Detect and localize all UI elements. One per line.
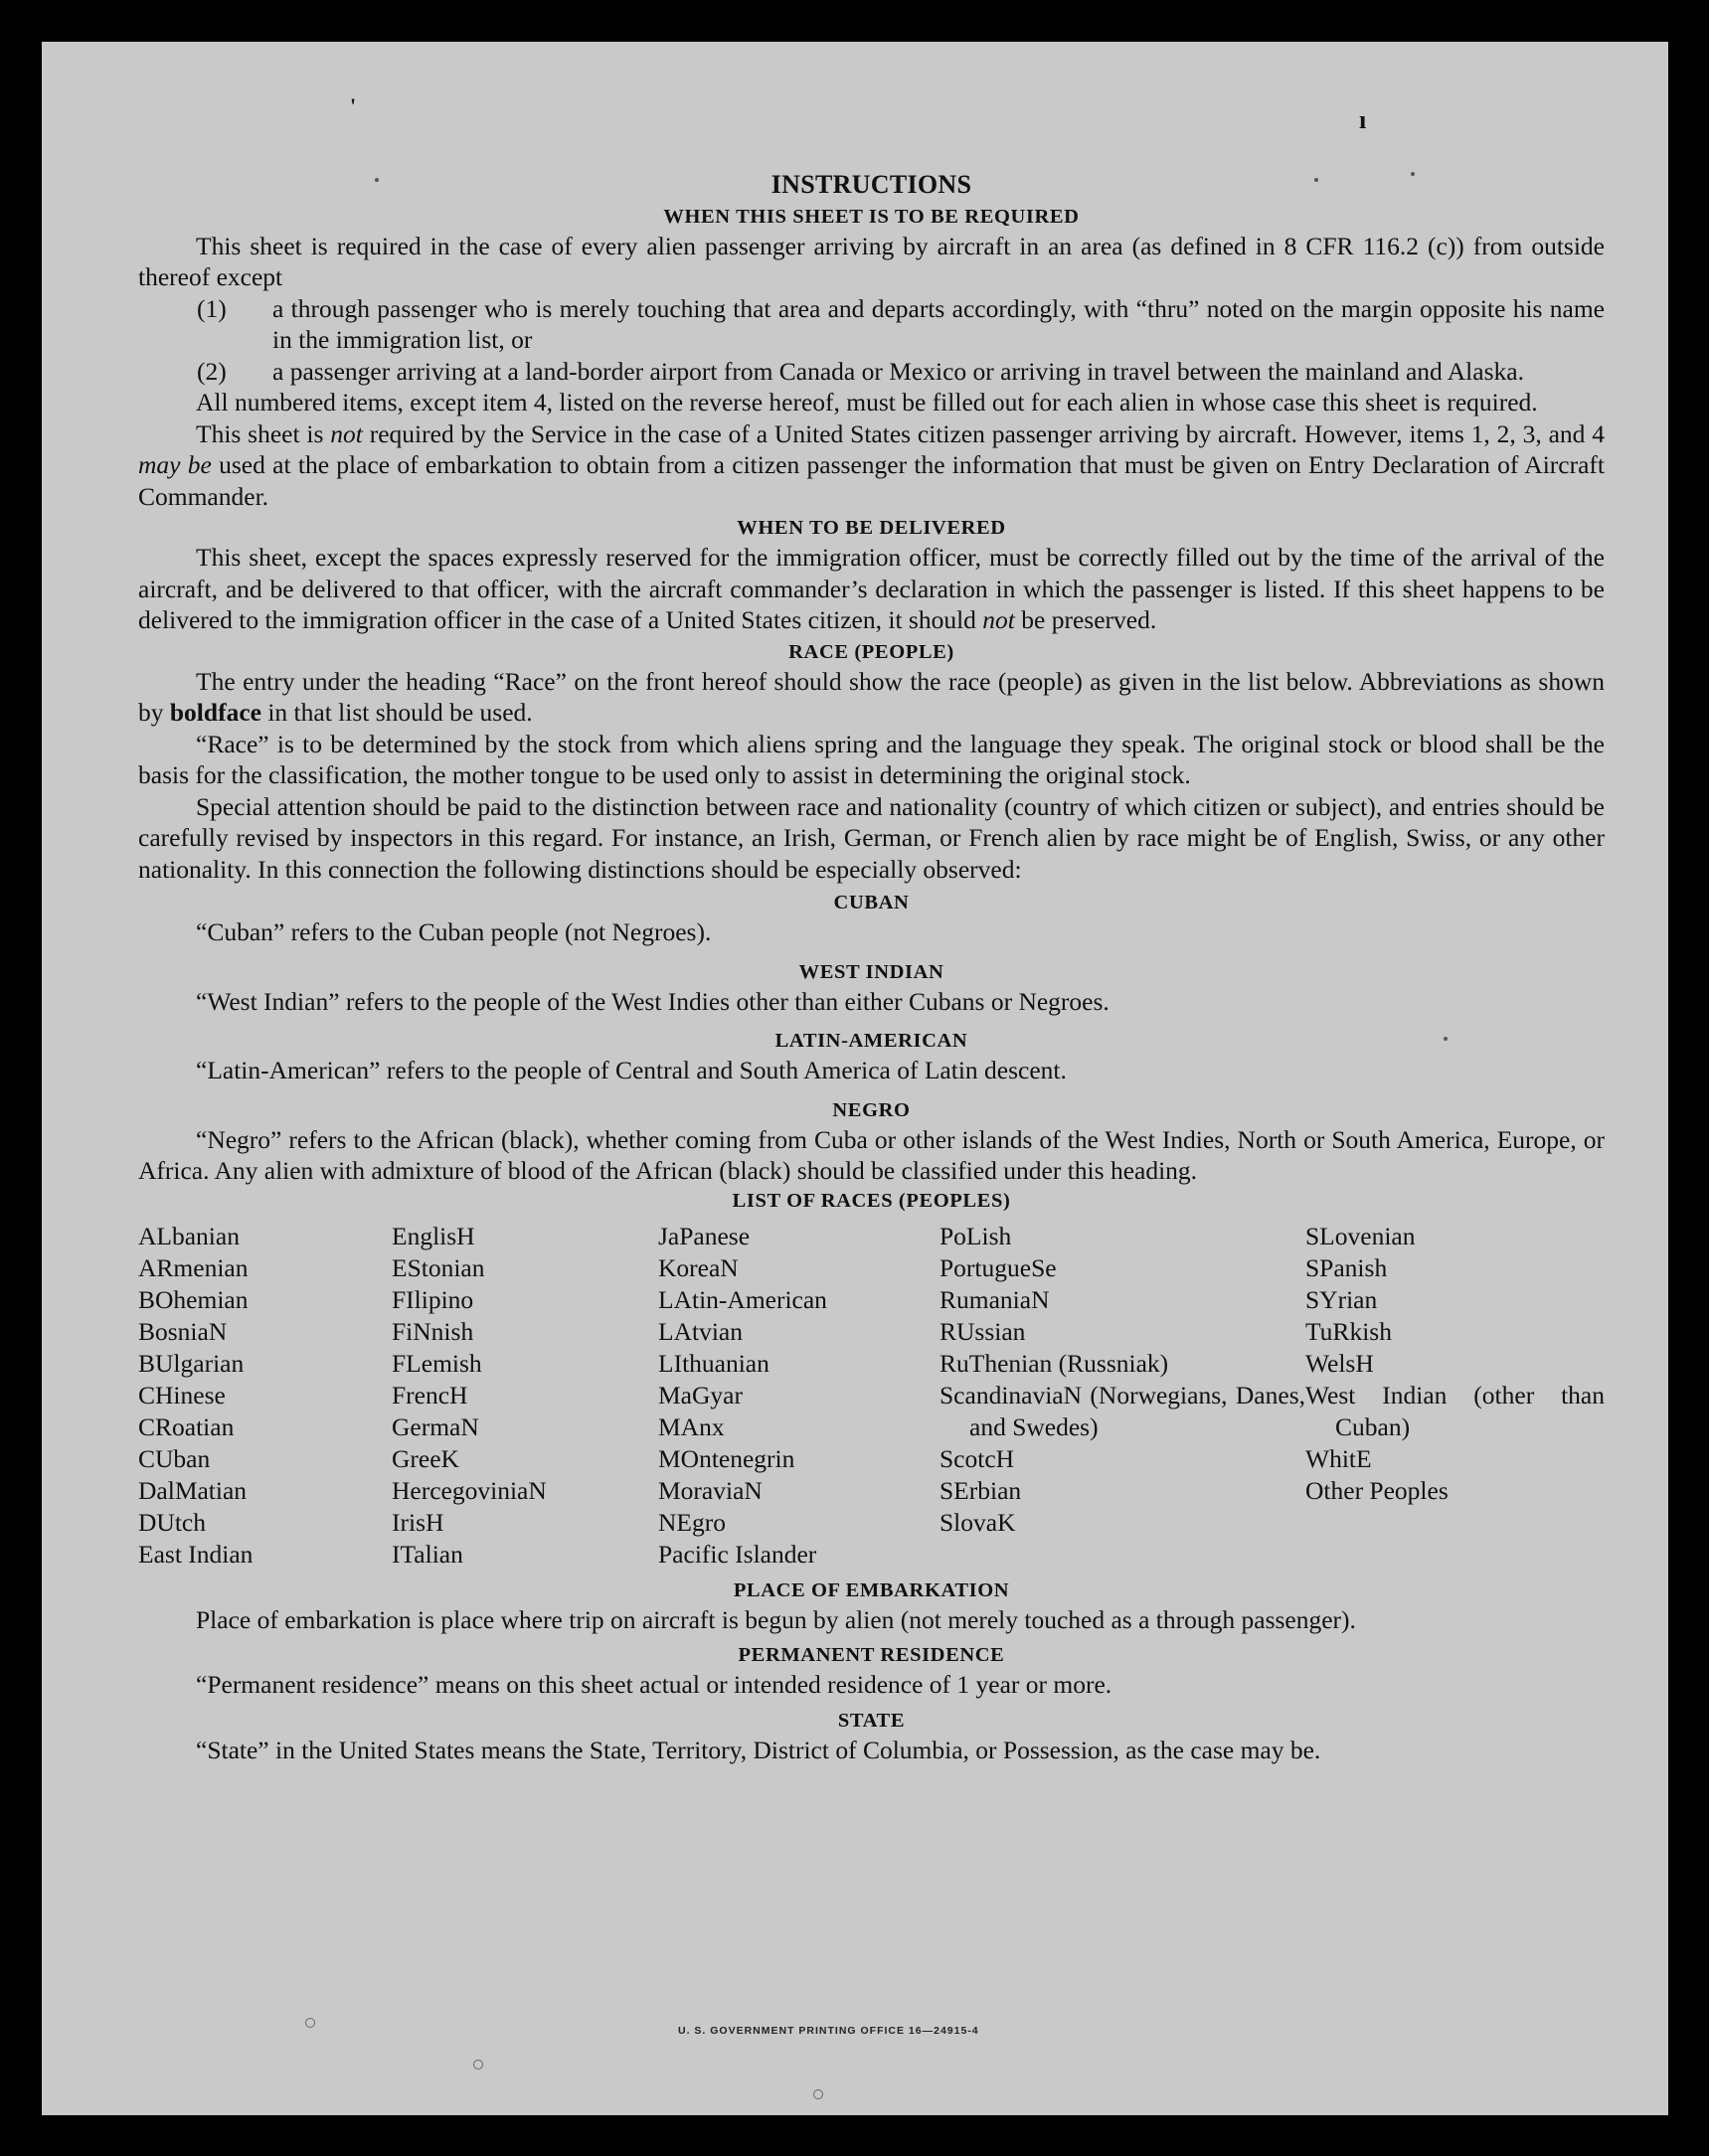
item-number: (2) [197,356,227,386]
race-entry: ITalian [392,1539,463,1569]
race-entry: MoraviaN [658,1475,763,1505]
race-entry: Other Peoples [1305,1475,1449,1505]
race-column [658,1221,940,1571]
section-heading: RACE (PEOPLE) [788,640,954,663]
race-entry: RuThenian (Russniak) [940,1348,1169,1378]
bold-text: boldface [169,698,261,727]
section-heading: PLACE OF EMBARKATION [733,1578,1010,1601]
emphasis: not [330,418,363,448]
race-entry: KoreaN [658,1252,739,1282]
race-entry: RumaniaN [940,1284,1050,1314]
printer-imprint: U. S. GOVERNMENT PRINTING OFFICE 16—24915-4 [678,2025,979,2037]
race-entry: JaPanese [658,1221,751,1250]
text-run: be preserved. [1014,605,1157,634]
race-column [940,1221,1305,1571]
race-entry: PortugueSe [940,1252,1057,1282]
scan-mark: ı [1359,105,1367,134]
race-entry: EStonian [392,1252,485,1282]
race-entry: DalMatian [138,1475,248,1505]
race-entry: EnglisH [392,1221,475,1250]
race-list [138,1221,1605,1571]
race-entry: SlovaK [940,1507,1016,1537]
list-item [138,293,1605,356]
race-entry: RUssian [940,1316,1026,1346]
race-entry: LAtin-American [658,1284,827,1314]
paragraph: Place of embarkation is place where trip on aircraft is begun by alien (not merely touched as a through passenger). [196,1604,1356,1634]
race-entry: PoLish [940,1221,1012,1250]
list-item [138,356,1605,388]
race-entry: West Indian (other than Cuban) [1305,1380,1605,1441]
race-entry: GermaN [392,1411,479,1441]
race-entry: TuRkish [1305,1316,1392,1346]
section-heading: WHEN THIS SHEET IS TO BE REQUIRED [663,205,1080,228]
paragraph: Special attention should be paid to the distinction between race and nationality (country of which citizen or subject), and entries should be carefully revised by inspectors in this regard. For instance, an Irish, German, or French alien by race might be of English, Swiss, or any other nationality. In this connection the following distinctions should be especially observed: [138,791,1605,884]
page-title: INSTRUCTIONS [770,170,972,199]
race-entry: GreeK [392,1443,459,1473]
paragraph: “Permanent residence” means on this sheet actual or intended residence of 1 year or more. [196,1670,1112,1699]
race-entry: CRoatian [138,1411,235,1441]
text-run: required by the Service in the case of a United States citizen passenger arriving by aircraft. However, items 1, 2, 3, and 4 [362,418,1605,448]
text-run: This sheet is [196,418,331,448]
text-run: in that list should be used. [260,698,533,727]
race-entry: ScotcH [940,1443,1015,1473]
race-entry: BOhemian [138,1284,249,1314]
section-heading: STATE [837,1709,906,1732]
race-entry: BUlgarian [138,1348,245,1378]
race-entry: IrisH [392,1507,444,1537]
race-entry: CUban [138,1443,211,1473]
race-column [1305,1221,1605,1571]
section-heading: WHEN TO BE DELIVERED [737,517,1006,539]
paragraph: “Race” is to be determined by the stock from which aliens spring and the language they speak. The original stock or blood shall be the basis for the classification, the mother tongue to be used only to assist in determining the original stock. [138,729,1605,789]
race-entry: MOntenegrin [658,1443,795,1473]
race-entry: SErbian [940,1475,1022,1505]
race-entry: Pacific Islander [658,1539,817,1569]
paragraph: “West Indian” refers to the people of the West Indies other than either Cubans or Negroes. [196,986,1110,1016]
race-entry: CHinese [138,1380,226,1410]
race-entry: MAnx [658,1411,725,1441]
race-entry: ARmenian [138,1252,249,1282]
race-entry: FiNnish [392,1316,474,1346]
race-column [392,1221,658,1571]
section-heading: LATIN-AMERICAN [774,1030,968,1052]
race-entry: NEgro [658,1507,726,1537]
item-text: a through passenger who is merely touching that area and departs accordingly, with “thru” noted on the margin opposite his name in the immigration list, or [272,293,1605,354]
text-run: The entry under the heading “Race” on the front hereof should show the race (people) as given in the list below. Abbreviations as shown by [138,666,1605,727]
text-run: This sheet, except the spaces expressly reserved for the immigration officer, must be correctly filled out by the time of the arrival of the aircraft, and be delivered to that officer, with the aircraft commander’s declaration in which the passenger is listed. If this sheet happens to be delivered to the immigration officer in the case of a United States citizen, it should [138,543,1605,634]
document-sheet [42,42,1668,2115]
scan-mark: ' [350,93,357,118]
item-text: a passenger arriving at a land-border airport from Canada or Mexico or arriving in travel between the mainland and Alaska. [272,356,1524,386]
race-entry: FIlipino [392,1284,474,1314]
section-heading: PERMANENT RESIDENCE [738,1644,1005,1666]
text-run: used at the place of embarkation to obtain from a citizen passenger the information that must be given on Entry Declaration of Aircraft Commander. [138,450,1605,511]
paragraph: “Negro” refers to the African (black), whether coming from Cuba or other islands of the West Indies, North or South America, Europe, or Africa. Any alien with admixture of blood of the African (black) should be classified under this heading. [138,1124,1605,1185]
emphasis: not [982,605,1015,634]
emphasis: may be [138,450,212,479]
race-entry: East Indian [138,1539,254,1569]
race-entry: SLovenian [1305,1221,1416,1250]
race-entry: HercegoviniaN [392,1475,547,1505]
paragraph [138,542,1605,636]
paragraph: All numbered items, except item 4, listed on the reverse hereof, must be filled out for each alien in whose case this sheet is required. [196,388,1538,416]
race-entry: ALbanian [138,1221,240,1250]
paragraph [138,418,1605,513]
paragraph: “Cuban” refers to the Cuban people (not Negroes). [196,917,712,946]
section-heading: CUBAN [833,892,910,913]
race-entry: FLemish [392,1348,482,1378]
race-column [138,1221,392,1571]
paragraph: “State” in the United States means the State, Territory, District of Columbia, or Possession, as the case may be. [196,1735,1321,1764]
paragraph: “Latin-American” refers to the people of Central and South America of Latin descent. [196,1056,1067,1084]
race-entry: ScandinaviaN (Norwegians, Danes, and Swedes) [940,1380,1305,1441]
speck [305,2018,315,2028]
race-entry: BosniaN [138,1316,228,1346]
speck [813,2089,823,2099]
paragraph: This sheet is required in the case of every alien passenger arriving by aircraft in an area (as defined in 8 CFR 116.2 (c)) from outside thereof except [138,231,1605,291]
paragraph [138,666,1605,729]
race-entry: MaGyar [658,1380,743,1410]
race-entry: WelsH [1305,1348,1374,1378]
race-entry: LAtvian [658,1316,743,1346]
section-heading: LIST OF RACES (PEOPLES) [732,1189,1011,1212]
section-heading: WEST INDIAN [798,960,944,983]
section-heading: NEGRO [832,1098,911,1121]
race-entry: FrencH [392,1380,468,1410]
instructions-content [138,169,1605,1765]
race-entry: SYrian [1305,1284,1378,1314]
item-number: (1) [197,293,227,323]
race-entry: WhitE [1305,1443,1372,1473]
race-entry: LIthuanian [658,1348,769,1378]
speck [473,2060,483,2070]
race-entry: DUtch [138,1507,206,1537]
race-entry: SPanish [1305,1252,1388,1282]
